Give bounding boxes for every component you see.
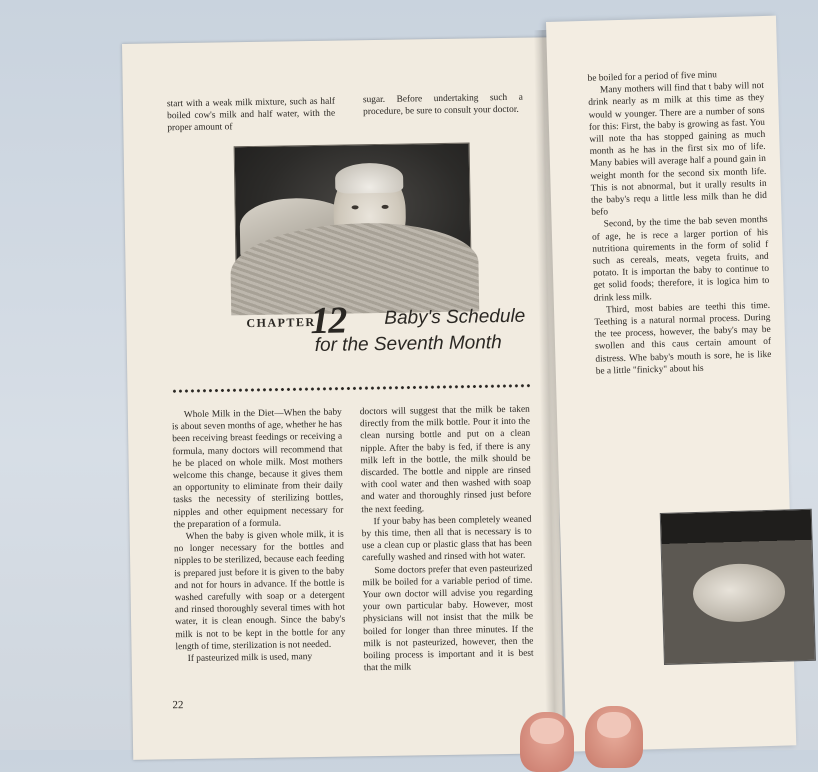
chapter-heading [246, 300, 537, 375]
paragraph: Second, by the time the bab seven months of age, he is rece a larger portion of his nutritiona quirements in the form of solid f such as cereals, meats, vegeta fruits, and potato. It is importan the baby to continue to get solid foods; therefore, it is logica him to drink less milk. [591, 215, 770, 304]
right-thumb [585, 706, 643, 768]
top-text-col-1: start with a weak milk mixture, such as half boiled cow's milk and half water, with the proper amount of [166, 96, 336, 134]
paragraph: Many mothers will find that t baby will not drink nearly as m milk at this time as they would w younger. There are a number of sons for this: First, the baby is growing as fast. You will note tha has stopped gaining as much month as he has in the first six mo of life. Many babies will average half a pound gain in weight month for the second six month life. This is not abnormal, but it urally results in the baby's requ a little less milk than he did befo [588, 81, 768, 219]
baby-photo [234, 143, 472, 301]
right-text-col [587, 68, 771, 378]
chapter-title-line-1: Baby's Schedule [384, 305, 526, 329]
sleeping-baby-photo [660, 509, 816, 665]
dotted-divider [171, 384, 531, 394]
paragraph: If your baby has been completely weaned by this time, then all that is necessary is to use a clean cup or plastic glass that has been carefully washed and rinsed with hot water. [361, 514, 532, 564]
paragraph: When the baby is given whole milk, it is no longer necessary for the bottles and nipples to be sterilized, because each feeding is prepared just before it is given to the baby and not for hours in advance. If the bottle is washed carefully with soap or a detergent and rinsed thoroughly several times with hot water, it is clean enough. Since the baby's milk is not to be kept in the bottle for any length of time, sterilization is not needed. [173, 529, 346, 653]
paragraph: Third, most babies are teethi this time. Teething is a natural normal process. During the tee process, however, the baby's may be swollen and this caus certain amount of distress. Whe baby's mouth is sore, he is like be a little "finicky" about his [594, 300, 772, 377]
chapter-title-line-2: for the Seventh Month [314, 332, 502, 357]
body-col-2 [360, 404, 534, 675]
left-page [122, 37, 563, 760]
paragraph: doctors will suggest that the milk be taken directly from the milk bottle. Pour it into the clean nursing bottle and put on a clean nipple. After the baby is fed, if there is any milk left in the bottle, the milk should be discarded. The bottle and nipple are rinsed with cool water and then washed with soap and water and thoroughly rinsed just before the next feeding. [359, 404, 532, 515]
right-page [546, 16, 796, 752]
page-number: 22 [172, 699, 184, 712]
chapter-label: CHAPTER [246, 314, 316, 331]
paragraph: Whole Milk in the Diet—When the baby is about seven months of age, whether he has been receiving breast feedings or receiving a formula, many doctors will recommend that he be placed on whole milk. Most mothers welcome this change, because it gives them an opportunity to eliminate from their daily tasks the necessity of sterilizing bottles, nipples and other equipment necessary for the preparation of a formula. [171, 407, 344, 531]
chapter-number: 12 [310, 299, 347, 343]
paragraph: Some doctors prefer that even pasteurized milk be boiled for a variable period of time. Your own doctor will advise you regarding your own particular baby. However, most physicians will not insist that the milk be boiled for longer than three minutes. If the milk is not pasteurized, however, then the boiling process is important and it is best that the milk [362, 563, 534, 674]
top-text-col-2: sugar. Before undertaking such a procedure, be sure to consult your doctor. [362, 92, 523, 118]
paragraph: If pasteurized milk is used, many [187, 652, 313, 665]
left-thumb [520, 712, 574, 772]
body-col-1 [172, 407, 346, 666]
paragraph: be boiled for a period of five minu [587, 70, 718, 84]
